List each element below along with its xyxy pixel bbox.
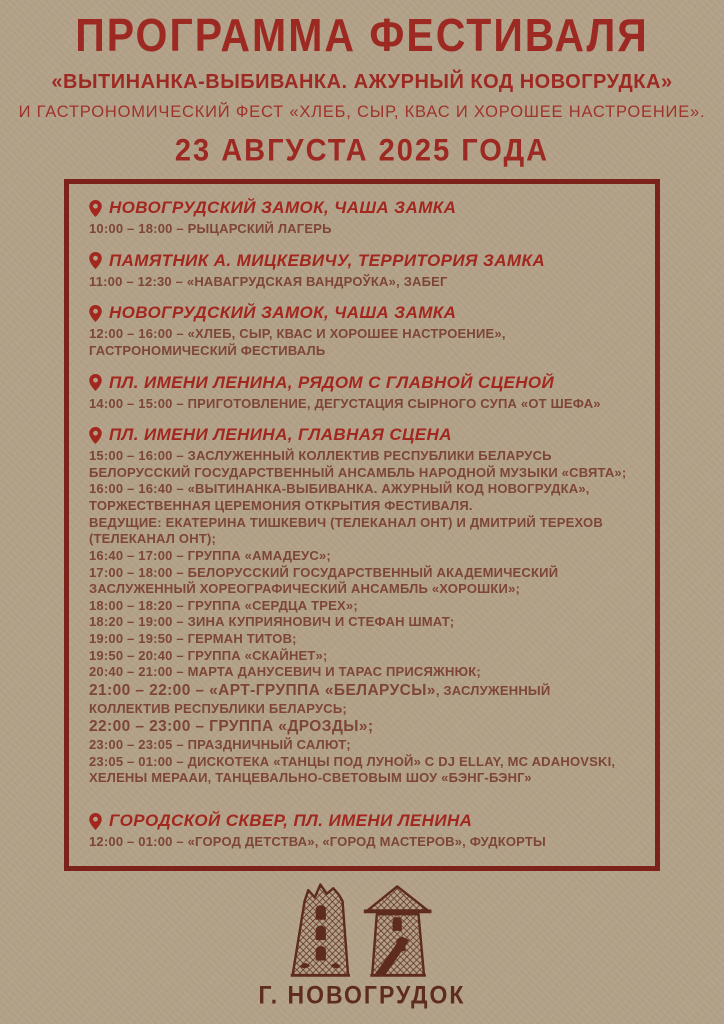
- item-text: ВЕДУЩИЕ: ЕКАТЕРИНА ТИШКЕВИЧ (ТЕЛЕКАНАЛ ОНТ) И ДМИТРИЙ ТЕРЕХОВ (ТЕЛЕКАНАЛ ОНТ);: [89, 514, 603, 547]
- festival-date: 23 АВГУСТА 2025 ГОДА: [174, 133, 550, 169]
- location-label: НОВОГРУДСКИЙ ЗАМОК, ЧАША ЗАМКА: [109, 303, 457, 323]
- schedule-item: [89, 614, 635, 631]
- schedule-items: [89, 834, 635, 851]
- item-text: «ХЛЕБ, СЫР, КВАС И ХОРОШЕЕ НАСТРОЕНИЕ», ГАСТРОНОМИЧЕСКИЙ ФЕСТИВАЛЬ: [89, 326, 506, 358]
- item-time: 16:00 – 16:40 –: [89, 481, 188, 497]
- schedule-item: [89, 515, 635, 548]
- location-label: НОВОГРУДСКИЙ ЗАМОК, ЧАША ЗАМКА: [109, 198, 457, 218]
- schedule-item: [89, 631, 635, 648]
- schedule-items: [89, 274, 635, 291]
- schedule-item: [89, 274, 635, 291]
- item-text: ГРУППА «СКАЙНЕТ»;: [187, 647, 328, 663]
- location-header: [89, 198, 635, 218]
- map-pin-icon: [89, 374, 102, 391]
- item-time: 18:00 – 18:20 –: [89, 597, 188, 613]
- location-label: ПЛ. ИМЕНИ ЛЕНИНА, ГЛАВНАЯ СЦЕНА: [109, 425, 452, 445]
- map-pin-icon: [89, 252, 102, 269]
- item-text: ГРУППА «ДРОЗДЫ»;: [209, 718, 374, 736]
- poster-header: [0, 0, 724, 169]
- schedule-item: [89, 754, 635, 787]
- schedule-item: [89, 221, 635, 238]
- item-text: ЗИНА КУПРИЯНОВИЧ И СТЕФАН ШМАТ;: [187, 614, 455, 630]
- schedule-item: [89, 737, 635, 754]
- schedule-item: [89, 396, 635, 413]
- item-time: 18:20 – 19:00 –: [89, 614, 188, 630]
- item-time: 16:40 – 17:00 –: [89, 547, 188, 563]
- castle-logo: [273, 879, 451, 979]
- item-time: 19:50 – 20:40 –: [89, 647, 188, 663]
- item-text: РЫЦАРСКИЙ ЛАГЕРЬ: [187, 221, 332, 237]
- item-time: 10:00 – 18:00 –: [89, 221, 188, 237]
- schedule-items: [89, 448, 635, 787]
- item-text: ГРУППА «СЕРДЦА ТРЕХ»;: [187, 597, 358, 613]
- schedule-block: [89, 303, 635, 359]
- item-time: 17:00 – 18:00 –: [89, 564, 188, 580]
- location-label: ПЛ. ИМЕНИ ЛЕНИНА, РЯДОМ С ГЛАВНОЙ СЦЕНОЙ: [109, 372, 555, 392]
- item-time: 23:00 – 23:05 –: [89, 737, 188, 753]
- festival-title: ПРОГРАММА ФЕСТИВАЛЯ: [75, 9, 649, 62]
- schedule-item: [89, 326, 635, 359]
- item-time: 11:00 – 12:30 –: [89, 273, 187, 289]
- location-header: [89, 251, 635, 271]
- location-header: [89, 373, 635, 393]
- schedule-item: [89, 717, 635, 737]
- item-text: «ГОРОД ДЕТСТВА», «ГОРОД МАСТЕРОВ», ФУДКОРТЫ: [187, 834, 546, 850]
- item-time: 12:00 – 01:00 –: [89, 834, 188, 850]
- item-time: 14:00 – 15:00 –: [89, 395, 188, 411]
- map-pin-icon: [89, 427, 102, 444]
- item-text: «НАВАГРУДСКАЯ ВАНДРОЎКА», ЗАБЕГ: [186, 273, 448, 289]
- festival-tagline: И ГАСТРОНОМИЧЕСКИЙ ФЕСТ «ХЛЕБ, СЫР, КВАС И ХОРОШЕЕ НАСТРОЕНИЕ».: [18, 103, 706, 122]
- item-text: МАРТА ДАНУСЕВИЧ И ТАРАС ПРИСЯЖНЮК;: [187, 664, 481, 680]
- schedule-block: [89, 251, 635, 291]
- item-text: ДИСКОТЕКА «ТАНЦЫ ПОД ЛУНОЙ» С DJ ELLAY, MC ADAHOVSKI, ХЕЛЕНЫ МЕРААИ, ТАНЦЕВАЛЬНО-СВЕТОВЫМ ШОУ «БЭНГ-БЭНГ»: [89, 753, 616, 786]
- schedule-items: [89, 221, 635, 238]
- item-time: 22:00 – 23:00 –: [89, 718, 210, 736]
- location-header: [89, 425, 635, 445]
- schedule-box: [64, 179, 660, 871]
- schedule-items: [89, 396, 635, 413]
- item-time: 12:00 – 16:00 –: [89, 326, 188, 342]
- schedule-item: [89, 548, 635, 565]
- item-text: ПРАЗДНИЧНЫЙ САЛЮТ;: [187, 737, 351, 753]
- location-label: ГОРОДСКОЙ СКВЕР, ПЛ. ИМЕНИ ЛЕНИНА: [109, 811, 473, 831]
- item-text: «ВЫТИНАНКА-ВЫБИВАНКА. АЖУРНЫЙ КОД НОВОГРУДКА», ТОРЖЕСТВЕННАЯ ЦЕРЕМОНИЯ ОТКРЫТИЯ ФЕСТИВАЛЯ.: [89, 481, 590, 514]
- schedule-block: [89, 373, 635, 413]
- schedule-items: [89, 326, 635, 359]
- item-text: ПРИГОТОВЛЕНИЕ, ДЕГУСТАЦИЯ СЫРНОГО СУПА «ОТ ШЕФА»: [187, 395, 601, 411]
- location-header: [89, 303, 635, 323]
- schedule-block: [89, 811, 635, 851]
- item-text: ЗАСЛУЖЕННЫЙ КОЛЛЕКТИВ РЕСПУБЛИКИ БЕЛАРУСЬ БЕЛОРУССКИЙ ГОСУДАРСТВЕННЫЙ АНСАМБЛЬ НАРОДНОЙ МУЗЫКИ «СВЯТА»;: [89, 448, 627, 480]
- item-text: БЕЛОРУССКИЙ ГОСУДАРСТВЕННЫЙ АКАДЕМИЧЕСКИЙ ЗАСЛУЖЕННЫЙ ХОРЕОГРАФИЧЕСКИЙ АНСАМБЛЬ «ХОРОШКИ»;: [89, 564, 559, 597]
- festival-subtitle: «ВЫТИНАНКА-ВЫБИВАНКА. АЖУРНЫЙ КОД НОВОГРУДКА»: [51, 71, 673, 94]
- schedule-block: [89, 425, 635, 787]
- schedule-item: [89, 664, 635, 681]
- schedule-item: [89, 598, 635, 615]
- schedule-block: [89, 198, 635, 238]
- poster-footer: [0, 879, 724, 1008]
- map-pin-icon: [89, 200, 102, 217]
- city-caption: Г. НОВОГРУДОК: [258, 981, 466, 1010]
- schedule-item: [89, 681, 635, 717]
- schedule-item: [89, 565, 635, 598]
- map-pin-icon: [89, 813, 102, 830]
- item-time: 20:40 – 21:00 –: [89, 664, 188, 680]
- item-time: 21:00 – 22:00 –: [89, 681, 210, 699]
- item-time: 19:00 – 19:50 –: [89, 631, 188, 647]
- item-text: ГРУППА «АМАДЕУС»;: [187, 547, 331, 563]
- location-label: ПАМЯТНИК А. МИЦКЕВИЧУ, ТЕРРИТОРИЯ ЗАМКА: [109, 250, 546, 270]
- schedule-item: [89, 834, 635, 851]
- schedule-item: [89, 481, 635, 514]
- item-time: 23:05 – 01:00 –: [89, 753, 188, 769]
- location-header: [89, 811, 635, 831]
- item-text: , ЗАСЛУЖЕННЫЙ КОЛЛЕКТИВ РЕСПУБЛИКИ БЕЛАРУСЬ;: [89, 682, 551, 716]
- item-text: «АРТ-ГРУППА «БЕЛАРУСЫ»: [209, 681, 436, 699]
- item-text: ГЕРМАН ТИТОВ;: [187, 631, 297, 647]
- map-pin-icon: [89, 305, 102, 322]
- schedule-item: [89, 448, 635, 481]
- item-time: 15:00 – 16:00 –: [89, 448, 188, 464]
- schedule-item: [89, 648, 635, 665]
